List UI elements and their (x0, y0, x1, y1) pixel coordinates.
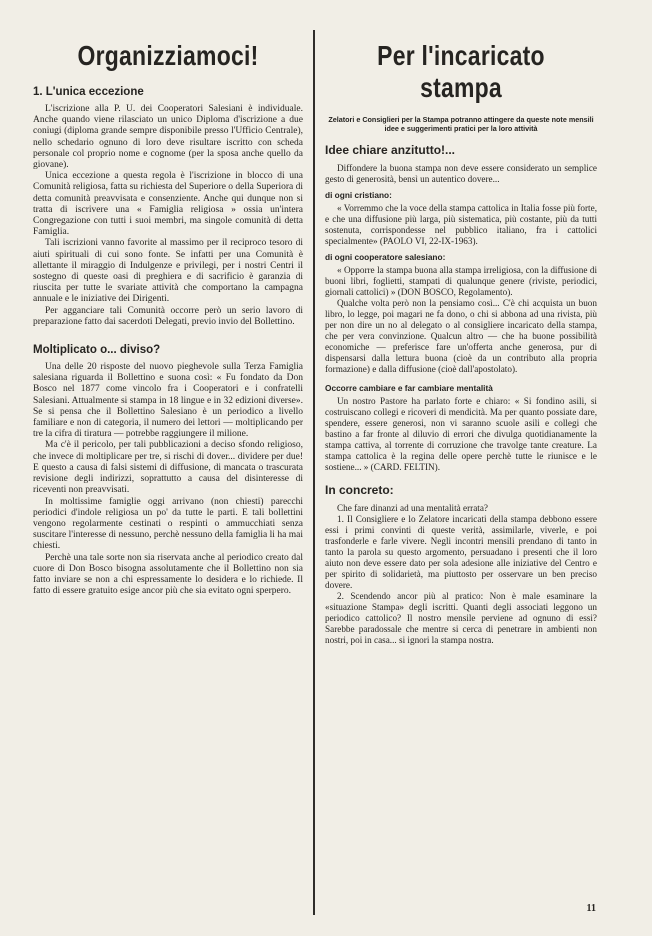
section-heading-cambiare-mentalita: Occorre cambiare e far cambiare mentalità (325, 383, 493, 393)
paragraph: Tali iscrizioni vanno favorite al massimo per il reciproco tesoro di aiuti spirituali di cui sono fonte. Se infatti per una Comunità è allettante il miraggio di Indulgenze e privilegi, per i nostri Centri il sostegno di queste oasi di preghiera e di sacrificio è garanzia di riuscita per tutte le svariate attività che comportano la campagna annuale e le iniziative dei Dirigenti. (33, 238, 303, 305)
paragraph: Diffondere la buona stampa non deve essere considerato un semplice gesto di generosità, bensì un autentico dovere... (325, 163, 597, 184)
list-item: 2. Scendendo ancor più al pratico: Non è male esaminare la «situazione Stampa» degli iscritti. Quanti degli associati leggono un periodico cattolico? Il nostro mensile perviene ad ognuno di essi? Sarebbe paradossale che mentre si cerca di penetrare in ambienti non nostri, poi in casa... si ignori la stampa nostra. (325, 591, 597, 645)
paragraph: Una delle 20 risposte del nuovo pieghevole sulla Terza Famiglia salesiana riguarda il Bollettino e suona così: « Fu fondato da Don Bosco nel 1877 come vincolo fra i Cooperatori e i confratelli Salesiani. Attualmente si stampa in 18 lingue e in 32 edizioni diverse». Se si pensa che il Bollettino Salesiano è un periodico a livello familiare e non di categoria, il numero dei lettori — moltiplicando per tre la cifra di tiratura — potrebbe raggiungere il milione. (33, 362, 303, 440)
paragraph: Un nostro Pastore ha parlato forte e chiaro: « Si fondino asili, si costruiscano collegi e ricoveri di mendicità. Ma per quanto possiate dare, spendere, essere generosi, non vi saranno scuole asili e collegi che bastino a far fronte al diluvio di errori che divulga quotidianamente la stampa cattiva, al torrente di corruzione che travolge tante creature. La stampa cattolica è la regina delle opere perchè tutte le riunisce e le sostiene... » (CARD. FELTIN). (325, 396, 597, 472)
paragraph: Ma c'è il pericolo, per tali pubblicazioni a deciso sfondo religioso, che invece di moltiplicare per tre, si rischi di dover... dividere per due! E questo a causa di falsi sistemi di diffusione, di mancata o trascurata revisione degli indirizzi, soprattutto a causa del disinteresse di riceventi non preavvisati. (33, 440, 303, 496)
page-title-left: Organizziamoci! (77, 40, 259, 71)
quote-paragraph: « Vorremmo che la voce della stampa cattolica in Italia fosse più forte, e che una diffusione più larga, più sistematica, più costante, più da tutti sostenuta, corrispondesse nel pubblico italiano, fra i cattolici specialmente» (PAOLO VI, 22-IX-1963). (325, 203, 597, 246)
section-heading-moltiplicato: Moltiplicato o... diviso? (33, 344, 161, 357)
page-number: 11 (586, 903, 596, 914)
paragraph: L'iscrizione alla P. U. dei Cooperatori Salesiani è individuale. Anche quando viene rilasciato un unico Diploma d'iscrizione a due coniugi (diploma grande sempre disponibile presso l'Ufficio Centrale), nello schedario ognuno di loro deve risultare iscritto con scheda personale col proprio nome e cognome (per la sposa anche quello da giovane). (33, 104, 303, 171)
column-subtitle: Zelatori e Consiglieri per la Stampa potranno attingere da queste note mensili idee e suggerimenti pratici per la loro attività (328, 115, 594, 133)
section-heading-in-concreto: In concreto: (325, 483, 394, 497)
right-column (325, 40, 597, 646)
subheading-ogni-cristiano: di ogni cristiano: (325, 190, 392, 200)
paragraph: Per agganciare tali Comunità occorre però un serio lavoro di preparazione fatto dai sacerdoti Delegati, previo invio del Bollettino. (33, 305, 303, 327)
section-heading-unica-eccezione: 1. L'unica eccezione (33, 86, 144, 98)
section-heading-idee-chiare: Idee chiare anzitutto!... (325, 143, 456, 157)
column-divider (313, 30, 315, 915)
subheading-ogni-cooperatore: di ogni cooperatore salesiano: (325, 252, 446, 262)
paragraph: Qualche volta però non la pensiamo così... C'è chi acquista un buon libro, lo legge, poi magari ne fa dono, o chi si abbona ad una rivista, più per non dire un no al delegato o al consigliere incaricato della stampa, che per vera convinzione. Qualcun altro — che ha buone possibilità economiche — preferisce fare un'offerta anche generosa, pur di dispensarsi dalla lettura buona (cioè da un contributo alla propria formazione) e dalla diffusione (cioè dall'apostolato). (325, 298, 597, 374)
paragraph: Perchè una tale sorte non sia riservata anche al periodico creato dal cuore di Don Bosco bisogna assolutamente che il Bollettino non sia fatto inviare se non a chi espressamente lo desidera e lo richiede. Il fatto di essere gratuito esige ancor più che sia evitato ogni sperpero. (33, 552, 303, 597)
paragraph: Che fare dinanzi ad una mentalità errata? (337, 503, 489, 513)
list-item: 1. Il Consigliere e lo Zelatore incaricati della stampa debbono essere essi i primi convinti di queste verità, assimilarle, viverle, e poi trasfonderle e farle vivere. Negli incontri mensili prendano di tanto in tanto la parola su questo argomento, persuadano i presenti che il loro aiuto non deve essere dato per sola adesione alle iniziative del Centro e per spirito di solidarietà, ma piuttosto per osservare un ben preciso dovere. (325, 514, 597, 590)
quote-paragraph: « Opporre la stampa buona alla stampa irreligiosa, con la diffusione di buoni libri, foglietti, stampati di qualunque genere (riviste, periodici, giornali cattolici) » (DON BOSCO, Regolamento). (325, 265, 597, 297)
paragraph: In moltissime famiglie oggi arrivano (non chiesti) parecchi periodici d'indole religiosa un po' da tutte le parti. E tali bollettini vengono regolarmente cestinati o respinti o ammucchiati senza suscitare l'interesse di nessuno, perchè nessuno della famiglia li ha mai chiesti. (33, 496, 303, 552)
left-column (33, 40, 303, 597)
paragraph: Unica eccezione a questa regola è l'iscrizione in blocco di una Comunità religiosa, fatta su richiesta del Superiore o della Superiora di detta comunità preavvisata e consenziente. Anche qui dunque non si tratta di iscrivere una « Famiglia religiosa » ossia un'intera Congregazione con tutti i suoi membri, ma singole comunità di detta Famiglia. (33, 171, 303, 238)
page-title-right: Per l'incaricato stampa (377, 40, 545, 103)
